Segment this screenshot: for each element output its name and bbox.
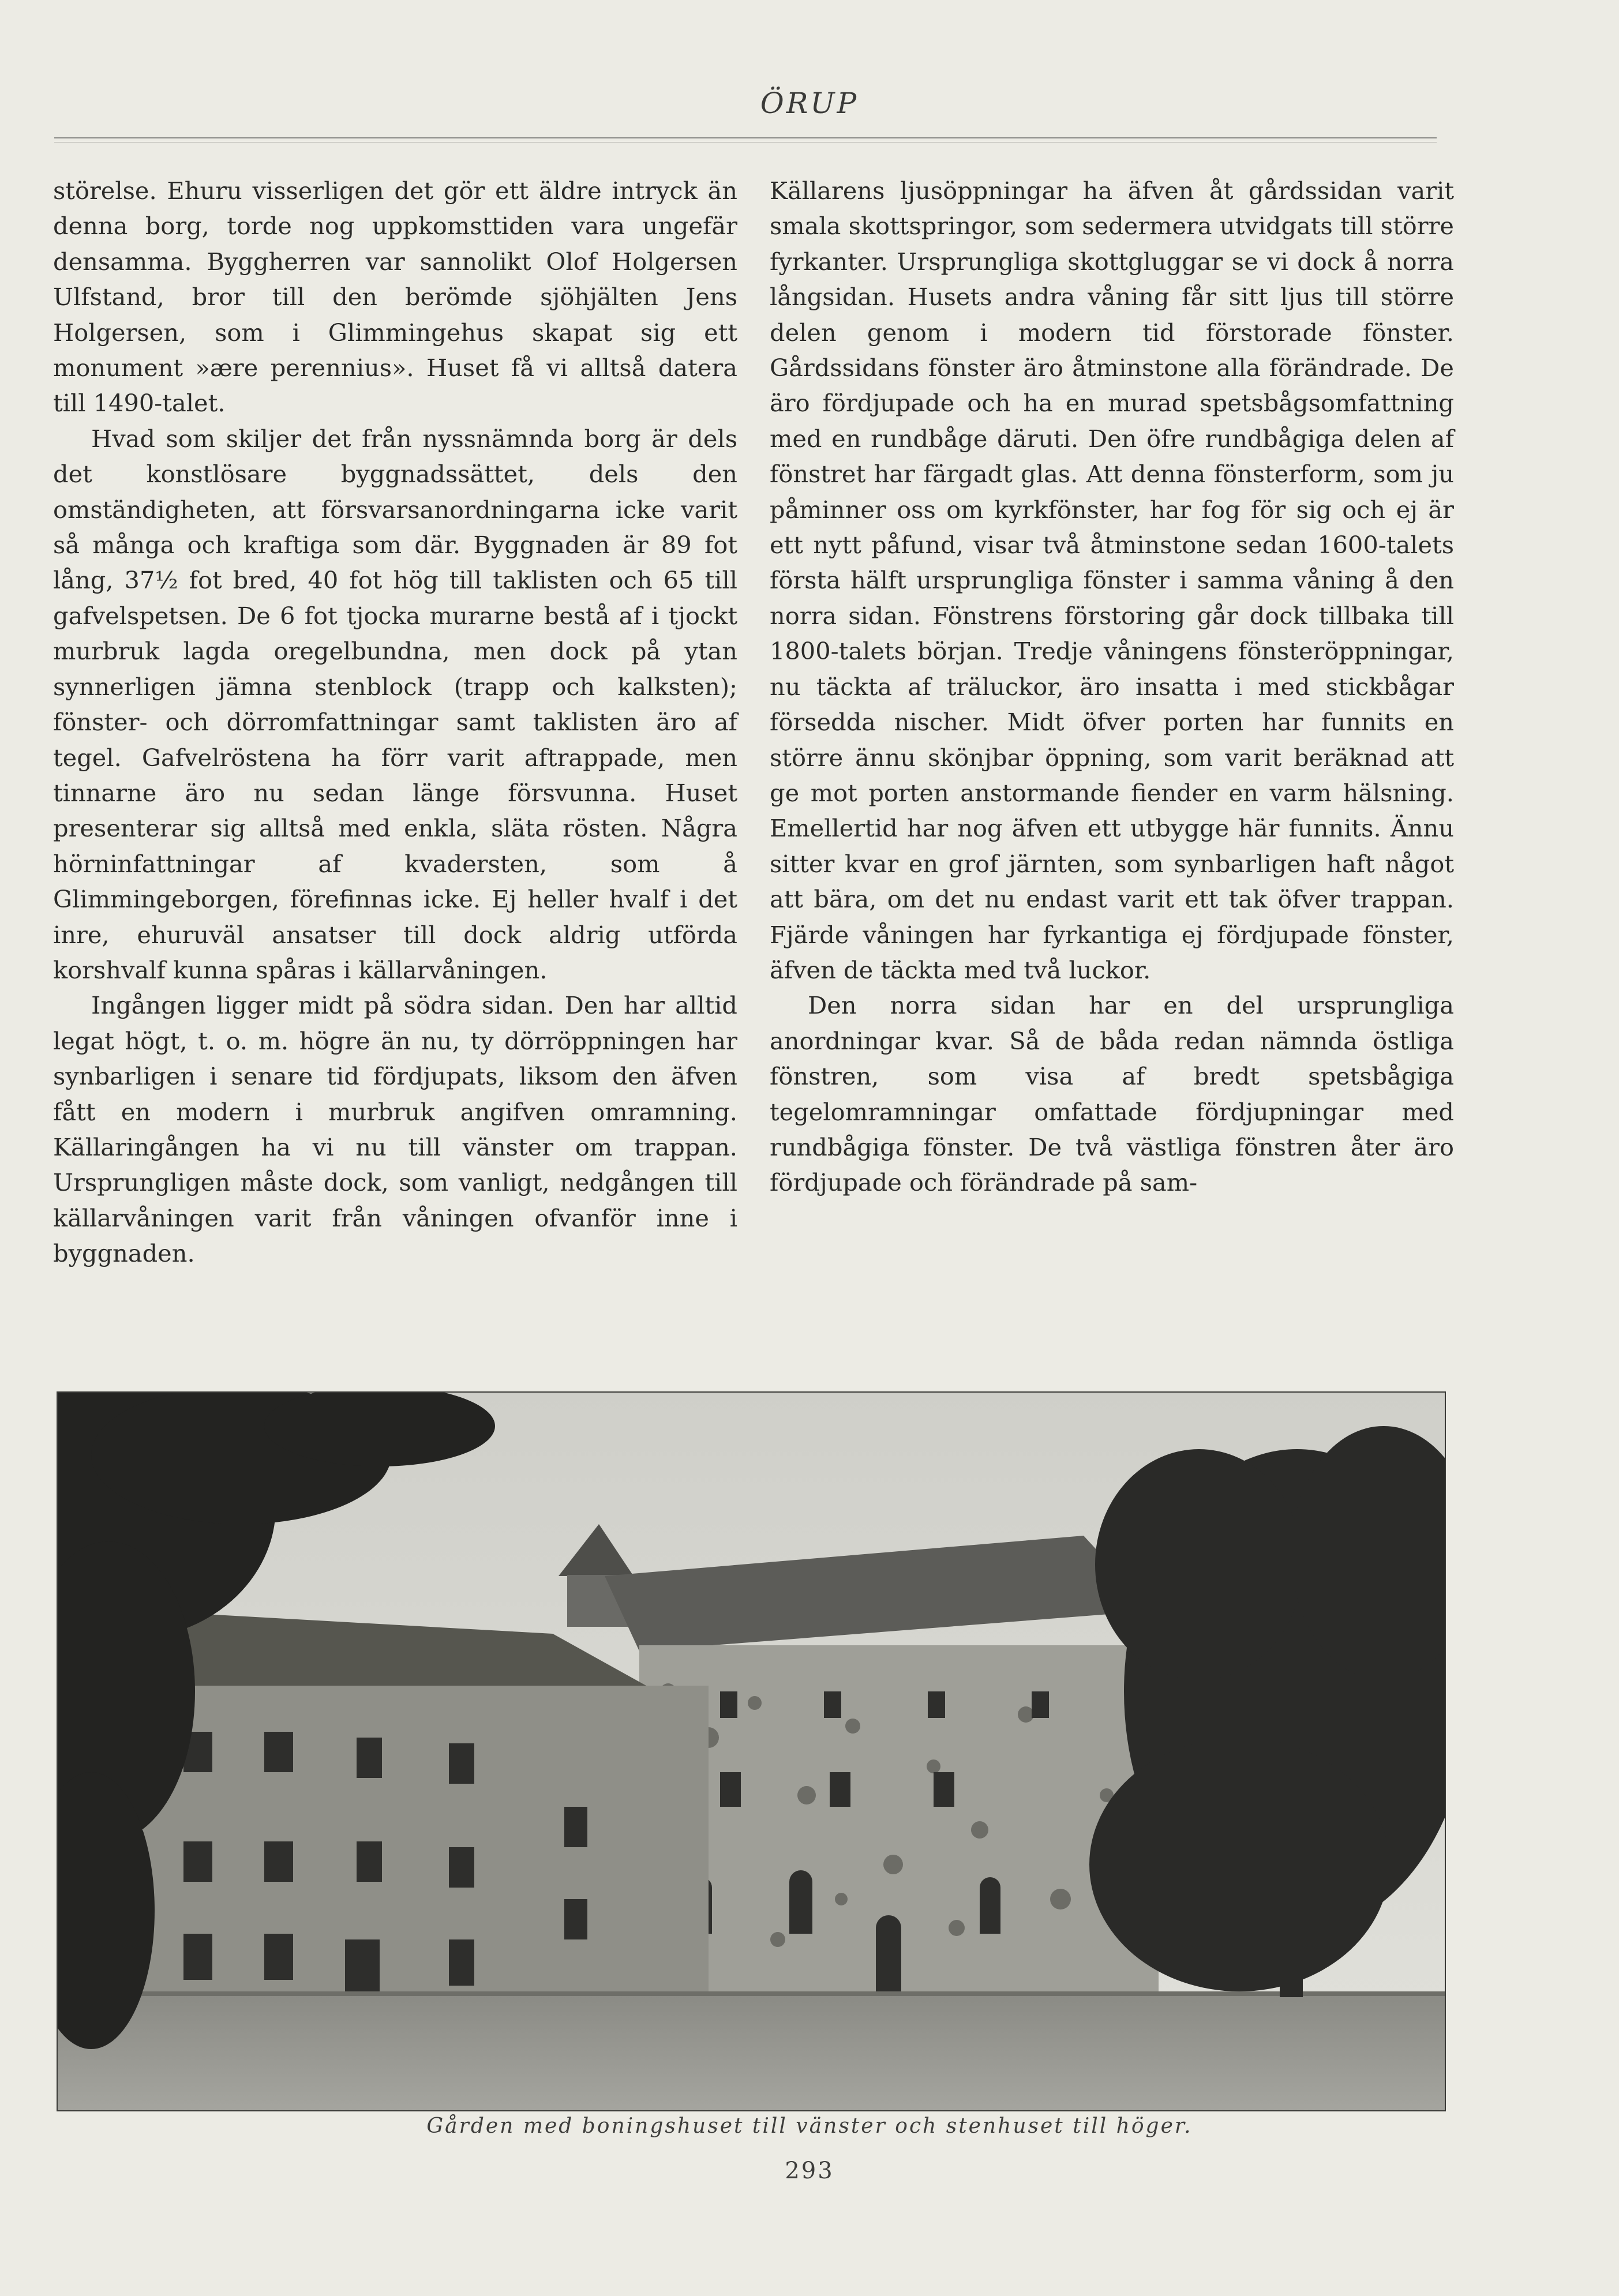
left-paragraph-1: störelse. Ehuru visserligen det gör ett äldre intryck än denna borg, torde nog uppkomsttiden vara ungefär densamma. Byggherren var sannolikt Olof Holgersen Ulfstand, bror till den berömde sjöhjälten Jens Holgersen, som i Glimmingehus skapat sig ett monument »ære perennius». Huset få vi alltså datera till 1490-talet. <box>53 177 737 418</box>
left-paragraph-3: Ingången ligger midt på södra sidan. Den har alltid legat högt, t. o. m. högre än nu, ty dörröppningen har synbarligen i senare tid fördjupats, liksom den äfven fått en modern i murbruk angifven omramning. Källaringången ha vi nu till vänster om trappan. Ursprungligen måste dock, som vanligt, nedgången till källarvåningen varit från våningen ofvanför inne i byggnaden. <box>53 991 737 1268</box>
figure-caption: Gården med boningshuset till vänster och stenhuset till höger. <box>426 2114 1193 2138</box>
right-column <box>770 173 1454 1200</box>
page-number: 293 <box>785 2158 834 2184</box>
left-paragraph-2: Hvad som skiljer det från nyssnämnda borg är dels det konstlösare byggnadssättet, dels den omständigheten, att försvarsanordningarna icke varit så många och kraftiga som där. Byggnaden är 89 fot lång, 37½ fot bred, 40 fot hög till taklisten och 65 till gafvelspetsen. De 6 fot tjocka murarne bestå af i tjockt murbruk lagda oregelbundna, men dock på ytan synnerligen jämna stenblock (trapp och kalksten); fönster- och dörromfattningar samt taklisten äro af tegel. Gafvelröstena ha förr varit aftrappade, men tinnarne äro nu sedan länge försvunna. Huset presenterar sig alltså med enkla, släta rösten. Några hörninfattningar af kvadersten, som å Glimmingeborgen, förefinnas icke. Ej heller hvalf i det inre, ehuruväl ansatser till dock aldrig utförda korshvalf kunna spåras i källarvåningen. <box>53 424 737 984</box>
courtyard-photograph <box>57 1391 1446 2111</box>
right-paragraph-2: Den norra sidan har en del ursprungliga anordningar kvar. Så de båda redan nämnda östliga fönstren, som visa af bredt spetsbågiga tegelomramningar omfattade fördjupningar med rundbågiga fönster. De två västliga fönstren åter äro fördjupade och förändrade på sam- <box>770 991 1454 1197</box>
running-header: ÖRUP <box>760 87 859 120</box>
header-rule <box>54 137 1437 138</box>
left-column <box>53 173 737 1271</box>
right-paragraph-1: Källarens ljusöppningar ha äfven åt gårdssidan varit smala skottspringor, som sedermera utvidgats till större fyrkanter. Ursprungliga skottgluggar se vi dock å norra långsidan. Husets andra våning får sitt ljus till större delen genom i modern tid förstorade fönster. Gårdssidans fönster äro åtminstone alla förändrade. De äro fördjupade och ha en murad spetsbågsomfattning med en rundbåge däruti. Den öfre rundbågiga delen af fönstret har färgadt glas. Att denna fönsterform, som ju påminner oss om kyrkfönster, har fog för sig och ej är ett nytt påfund, visar två åtminstone sedan 1600-talets första hälft ursprungliga fönster i samma våning å den norra sidan. Fönstrens förstoring går dock tillbaka till 1800-talets början. Tredje våningens fönsteröppningar, nu täckta af träluckor, äro insatta i med stickbågar försedda nischer. Midt öfver porten har funnits en större ännu skönjbar öppning, som varit beräknad att ge mot porten anstormande fiender en varm hälsning. Emellertid har nog äfven ett utbygge här funnits. Ännu sitter kvar en grof järnten, som synbarligen haft något att bära, om det nu endast varit ett tak öfver trappan. Fjärde våningen har fyrkantiga ej fördjupade fönster, äfven de täckta med två luckor. <box>770 177 1454 984</box>
